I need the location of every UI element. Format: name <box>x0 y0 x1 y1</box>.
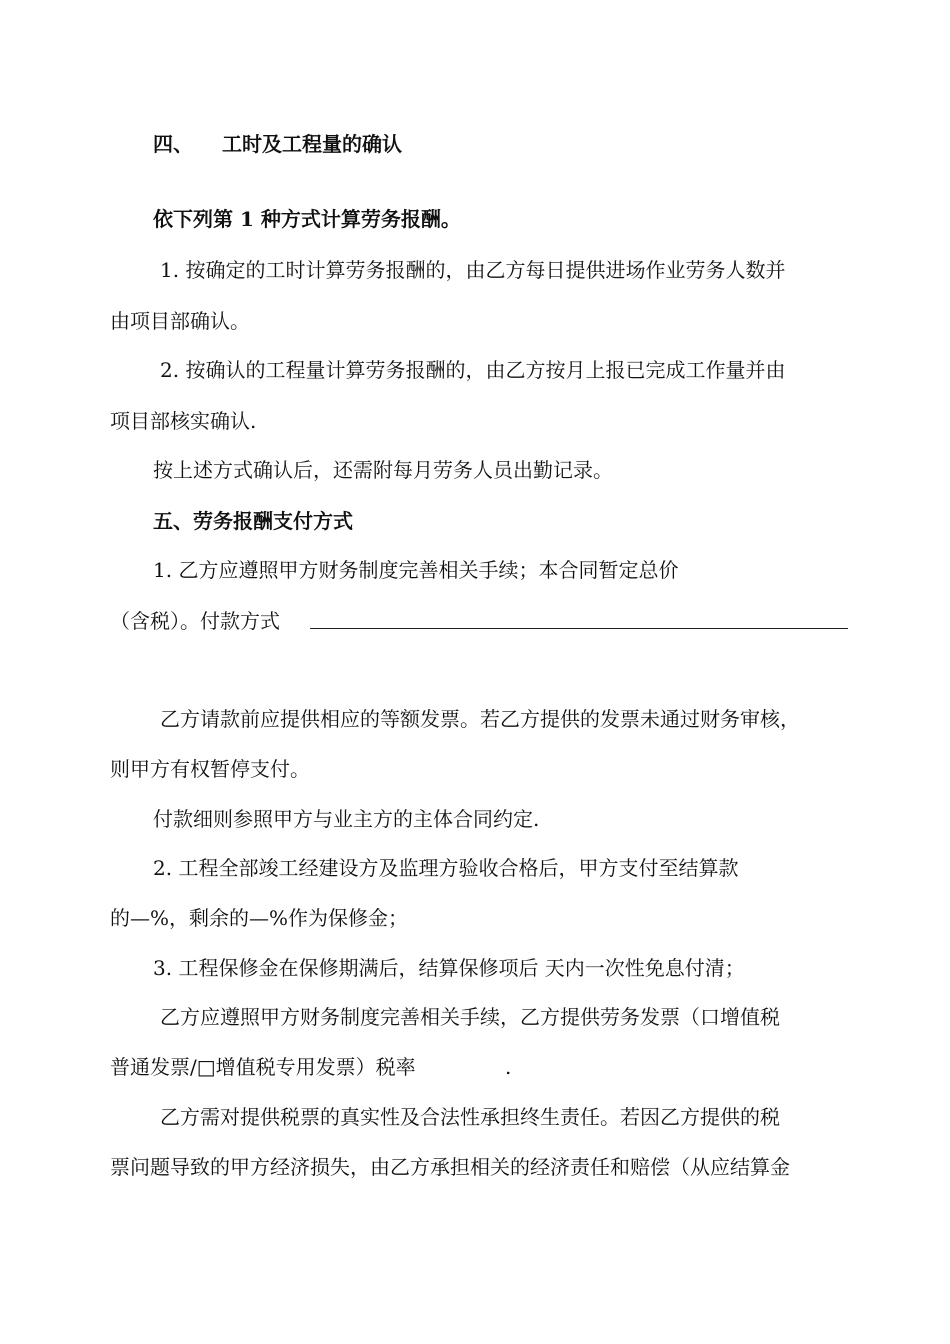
tax-line-1: 乙方应遵照甲方财务制度完善相关手续，乙方提供劳务发票（口增值税 <box>160 1005 780 1029</box>
item-4-1-line-2: 由项目部确认。 <box>110 309 250 333</box>
item-5-1-line-1: 1. 乙方应遵照甲方财务制度完善相关手续；本合同暂定总价 <box>153 558 679 582</box>
item-4-2-line-1: 2. 按确认的工程量计算劳务报酬的，由乙方按月上报已完成工作量并由 <box>160 358 786 382</box>
tax-line-2: 普通发票/□增值税专用发票）税率 <box>110 1055 416 1079</box>
item-4-1-line-1: 1. 按确定的工时计算劳务报酬的，由乙方每日提供进场作业劳务人数并 <box>160 258 786 282</box>
attendance-note: 按上述方式确认后，还需附每月劳务人员出勤记录。 <box>153 458 613 482</box>
method-intro: 依下列第 1 种方式计算劳务报酬。 <box>153 207 461 231</box>
invoice-line-2: 则甲方有权暂停支付。 <box>110 757 310 781</box>
payment-method-blank <box>310 628 848 629</box>
liability-line-2: 票问题导致的甲方经济损失，由乙方承担相关的经济责任和赔偿（从应结算金 <box>110 1155 790 1179</box>
liability-line-1: 乙方需对提供税票的真实性及合法性承担终生责任。若因乙方提供的税 <box>160 1105 780 1129</box>
item-4-2-line-2: 项目部核实确认. <box>110 409 257 433</box>
section-5-title: 五、劳务报酬支付方式 <box>153 509 353 533</box>
item-5-1-line-2: （含税）。付款方式 <box>110 609 280 633</box>
section-4-number: 四、 <box>153 132 193 156</box>
invoice-line-1: 乙方请款前应提供相应的等额发票。若乙方提供的发票未通过财务审核， <box>160 707 800 731</box>
section-4-title: 工时及工程量的确认 <box>222 132 402 156</box>
item-5-2-line-2: 的—%，剩余的—%作为保修金； <box>110 906 409 930</box>
item-5-2-line-1: 2. 工程全部竣工经建设方及监理方验收合格后，甲方支付至结算款 <box>153 856 739 880</box>
payment-details: 付款细则参照甲方与业主方的主体合同约定. <box>153 807 540 831</box>
tax-line-2-end: . <box>505 1055 512 1079</box>
item-5-3: 3. 工程保修金在保修期满后，结算保修项后 天内一次性免息付清； <box>153 956 745 980</box>
